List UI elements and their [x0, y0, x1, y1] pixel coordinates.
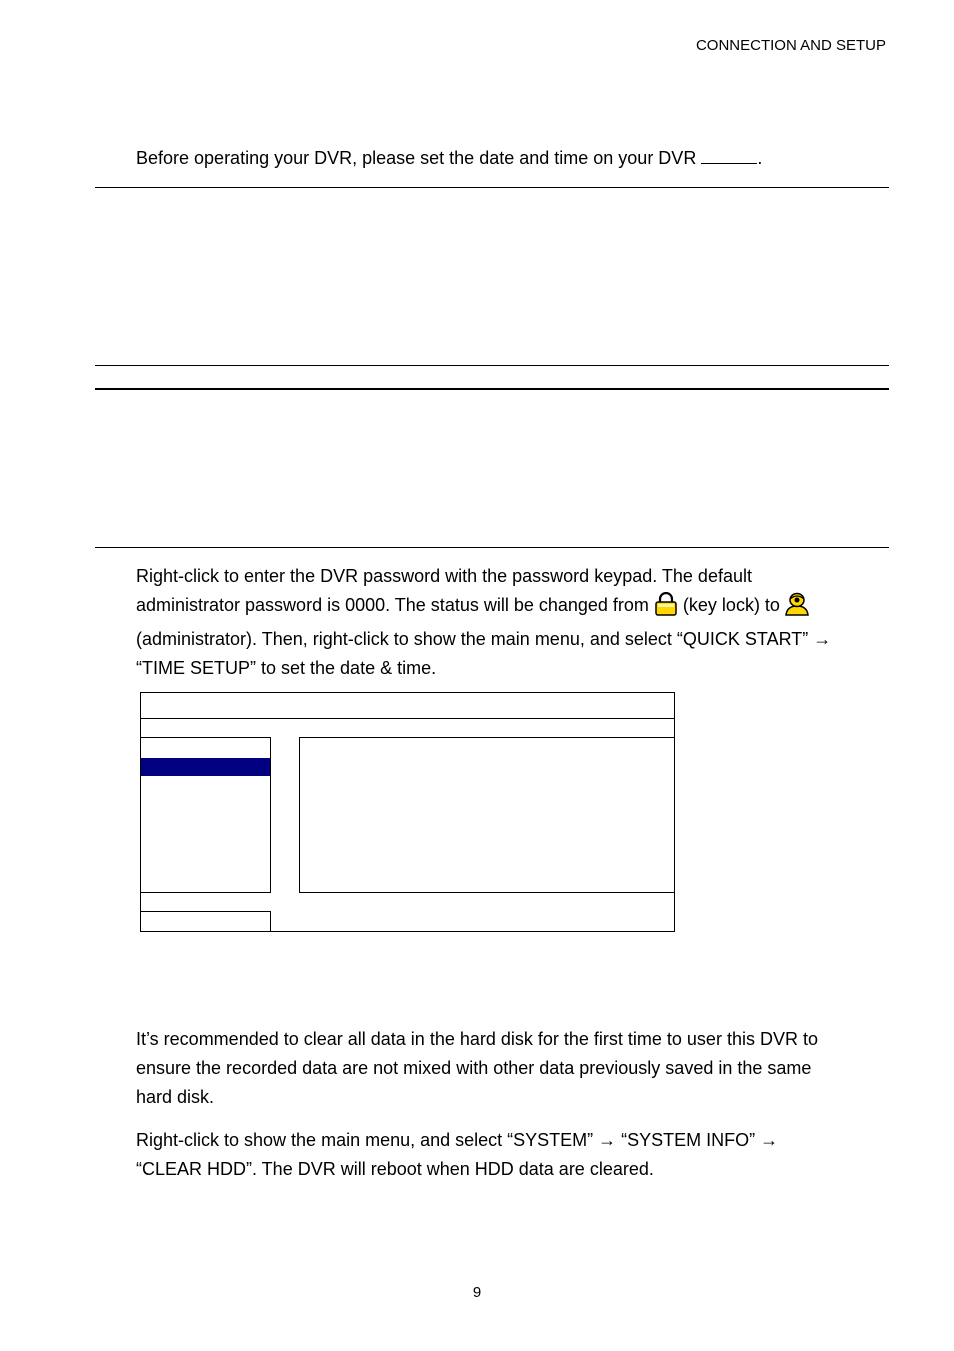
- menu-screenshot: [140, 692, 675, 932]
- password-line-4: “TIME SETUP” to set the date & time.: [136, 658, 437, 678]
- clear-hdd-line-3: hard disk.: [136, 1087, 215, 1107]
- divider-rule: [95, 388, 889, 390]
- menu-selected-item: [141, 758, 270, 776]
- intro-paragraph: [136, 144, 762, 173]
- password-line-2a: administrator password is 0000. The status will be changed from: [136, 595, 649, 615]
- clear-hdd-paragraph-2: [136, 1126, 896, 1184]
- divider-rule: [95, 365, 889, 366]
- section-header: CONNECTION AND SETUP: [695, 37, 886, 54]
- page-number: 9: [472, 1284, 482, 1301]
- password-paragraph: [136, 562, 896, 683]
- intro-end: .: [757, 148, 763, 168]
- clear-hdd-line-5: “CLEAR HDD”. The DVR will reboot when HDD data are cleared.: [136, 1159, 654, 1179]
- divider-rule: [95, 547, 889, 548]
- administrator-icon: [784, 592, 810, 625]
- key-lock-icon: [653, 592, 679, 625]
- clear-hdd-line-2: ensure the recorded data are not mixed with other data previously saved in the same: [136, 1058, 812, 1078]
- password-line-2b: (key lock) to: [682, 595, 780, 615]
- clear-hdd-line-4: Right-click to show the main menu, and select “SYSTEM” → “SYSTEM INFO” →: [136, 1130, 779, 1150]
- divider-rule: [95, 187, 889, 188]
- intro-text: Before operating your DVR, please set the date and time on your DVR: [136, 148, 697, 168]
- password-line-3: (administrator). Then, right-click to show the main menu, and select “QUICK START” →: [136, 629, 832, 649]
- password-line-1: Right-click to enter the DVR password with the password keypad. The default: [136, 566, 752, 586]
- menu-title-bar: [140, 692, 675, 719]
- blank-line: [701, 149, 757, 164]
- menu-detail-panel: [299, 737, 675, 893]
- password-line-2: [136, 591, 896, 625]
- clear-hdd-line-1: It’s recommended to clear all data in the hard disk for the first time to user this DVR to: [136, 1029, 818, 1049]
- clear-hdd-paragraph-1: [136, 1025, 896, 1112]
- menu-bottom-button: [140, 911, 271, 932]
